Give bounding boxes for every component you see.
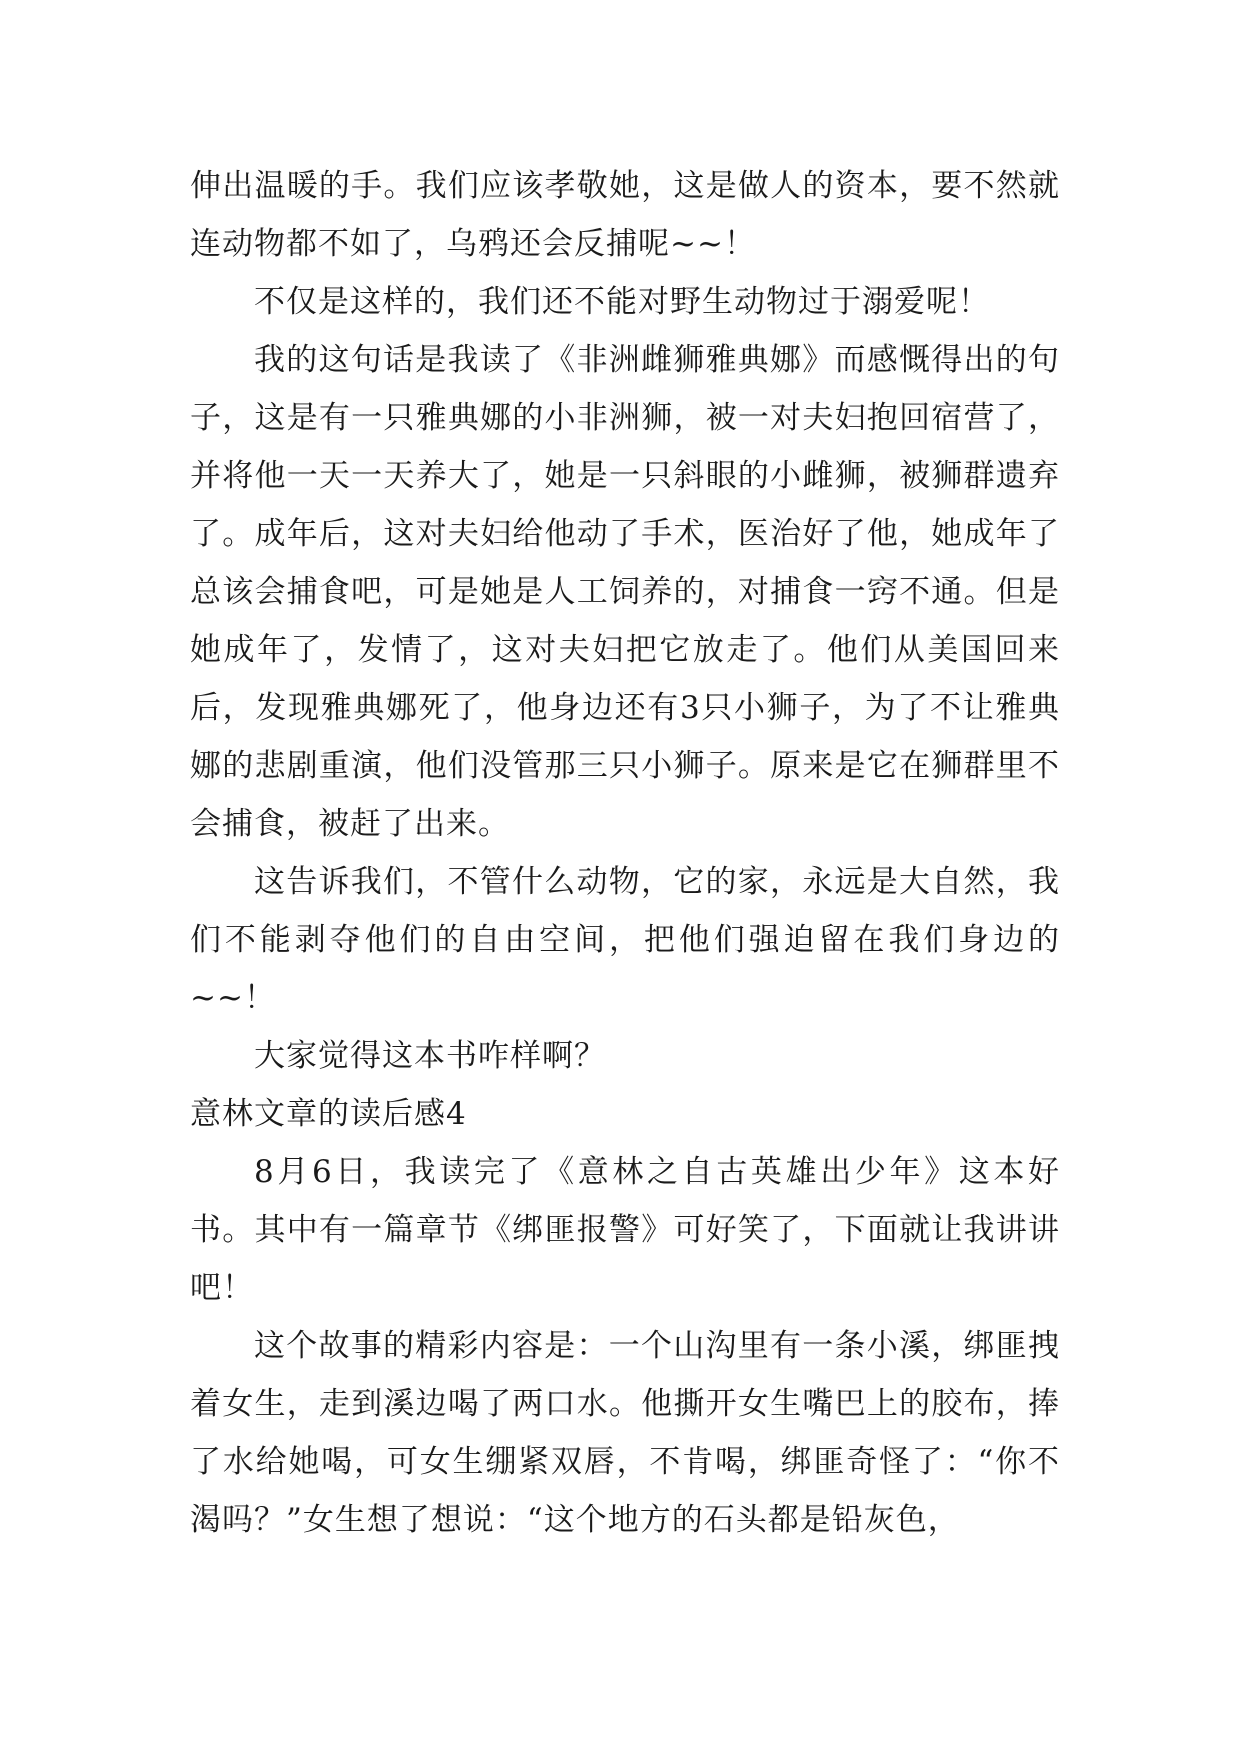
paragraph: 这个故事的精彩内容是：一个山沟里有一条小溪，绑匪拽着女生，走到溪边喝了两口水。他撕开女生嘴巴上的胶布，捧了水给她喝，可女生绷紧双唇，不肯喝，绑匪奇怪了：“你不渴吗？”女生想了想说：“这个地方的石头都是铅灰色， — [190, 1328, 1060, 1538]
paragraph: 8月6日，我读完了《意林之自古英雄出少年》这本好书。其中有一篇章节《绑匪报警》可好笑了，下面就让我讲讲吧！ — [190, 1154, 1060, 1306]
paragraph: 我的这句话是我读了《非洲雌狮雅典娜》而感慨得出的句子，这是有一只雅典娜的小非洲狮，被一对夫妇抱回宿营了，并将他一天一天养大了，她是一只斜眼的小雌狮，被狮群遗弃了。成年后，这对夫妇给他动了手术，医治好了他，她成年了总该会捕食吧，可是她是人工饲养的，对捕食一窍不通。但是她成年了，发情了，这对夫妇把它放走了。他们从美国回来后，发现雅典娜死了，他身边还有3只小狮子，为了不让雅典娜的悲剧重演，他们没管那三只小狮子。原来是它在狮群里不会捕食，被赶了出来。 — [190, 342, 1060, 842]
paragraph: 这告诉我们，不管什么动物，它的家，永远是大自然，我们不能剥夺他们的自由空间，把他们强迫留在我们身边的~~！ — [190, 864, 1060, 1016]
paragraph: 大家觉得这本书咋样啊？ — [254, 1038, 606, 1074]
document-body — [190, 157, 1060, 1549]
section-title: 意林文章的读后感4 — [190, 1096, 467, 1132]
paragraph: 不仅是这样的，我们还不能对野生动物过于溺爱呢！ — [254, 284, 990, 320]
paragraph-continuation: 伸出温暖的手。我们应该孝敬她，这是做人的资本，要不然就连动物都不如了，乌鸦还会反捕呢~~！ — [190, 168, 1060, 262]
